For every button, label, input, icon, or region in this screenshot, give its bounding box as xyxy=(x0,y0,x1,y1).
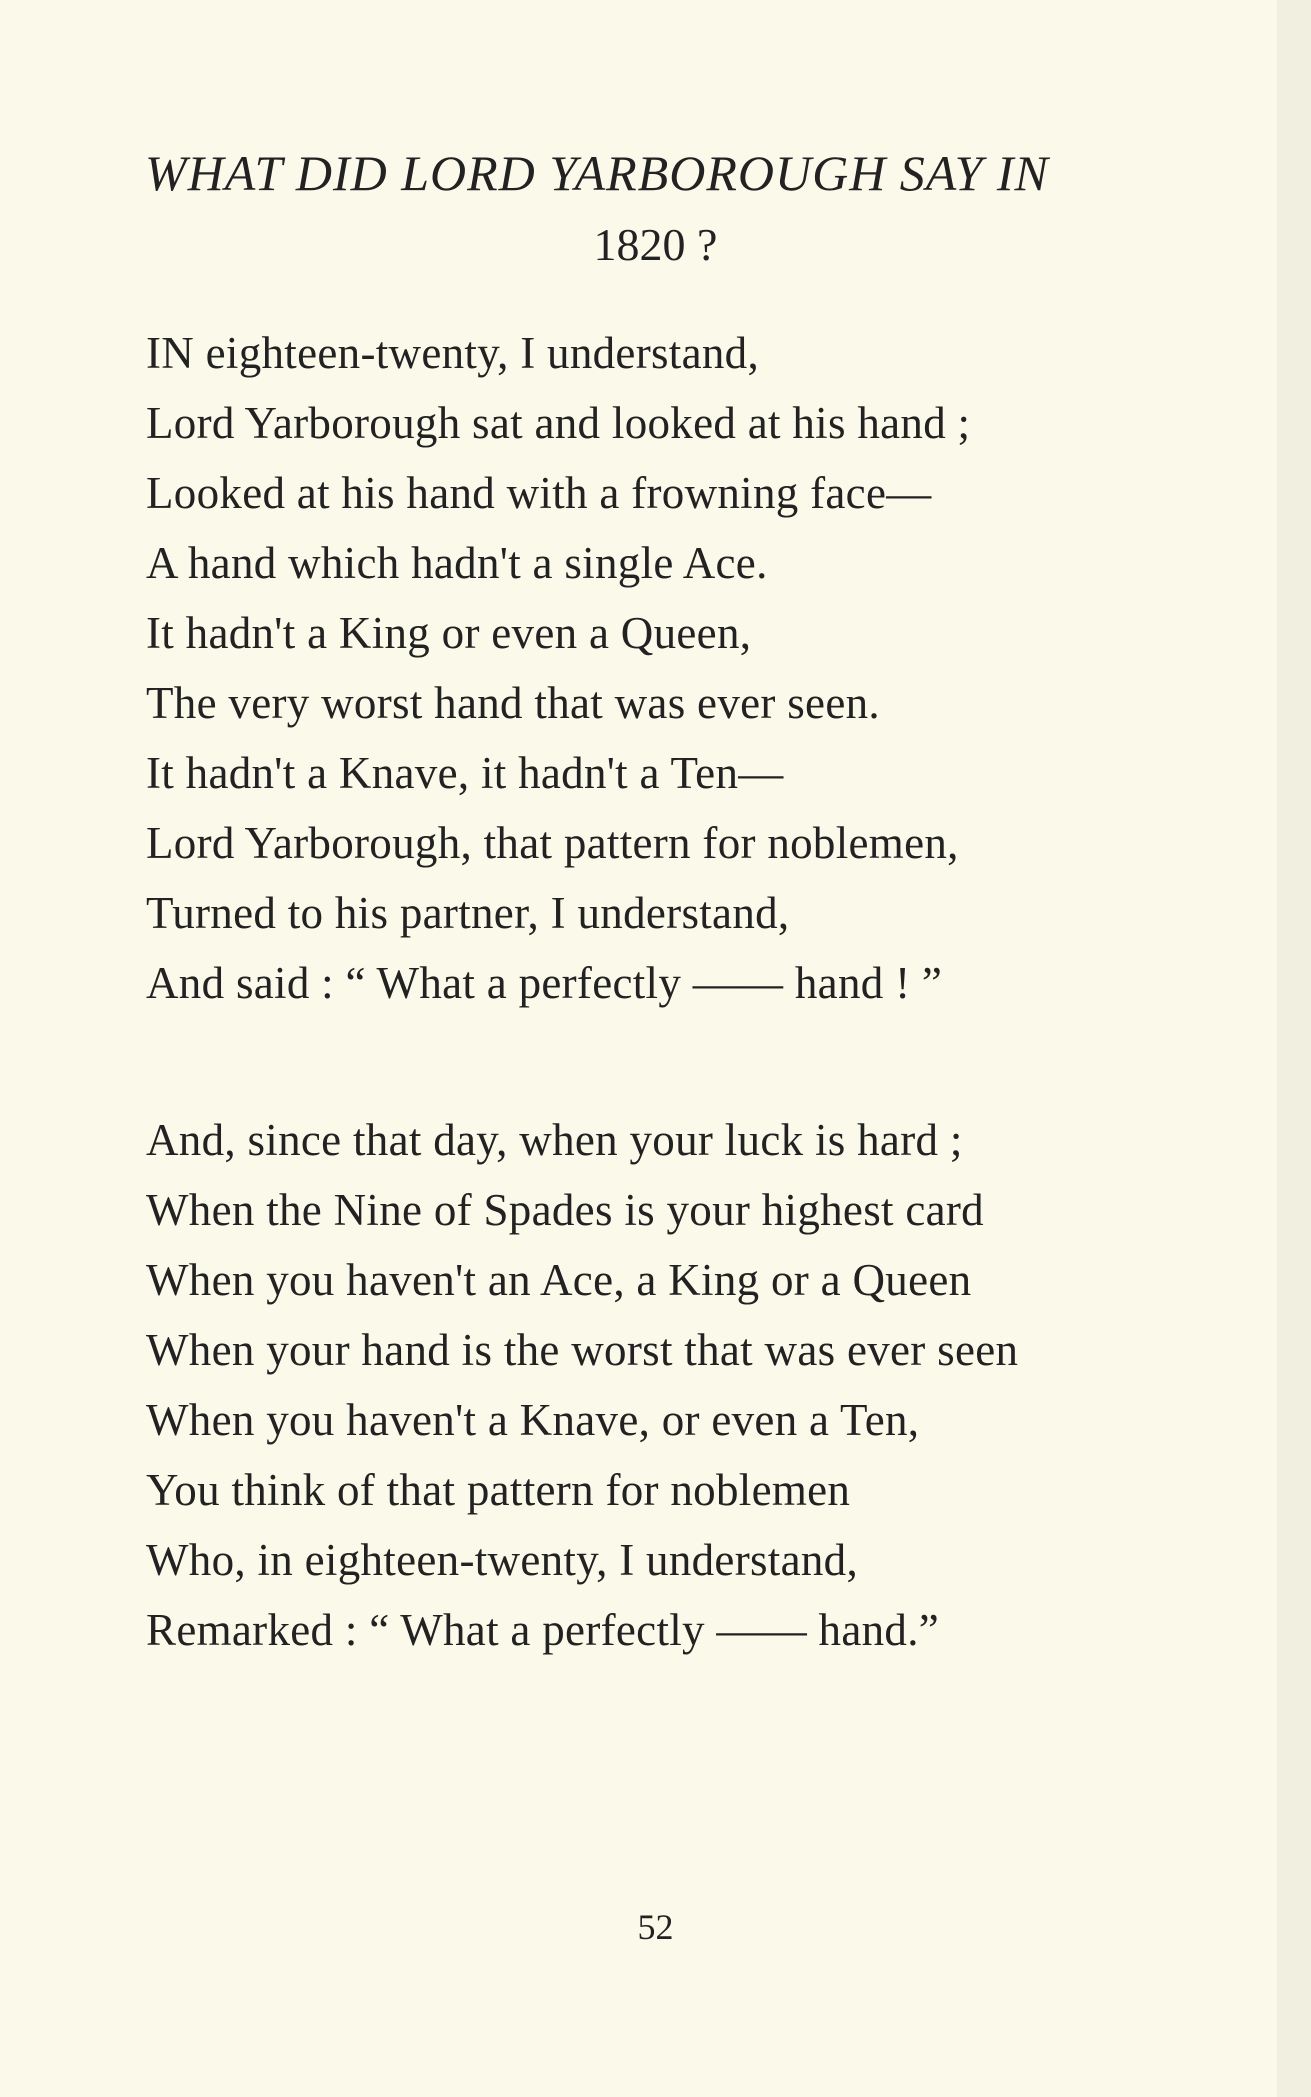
poem-line: Turned to his partner, I understand, xyxy=(146,888,790,938)
poem-line: When your hand is the worst that was ever seen xyxy=(146,1325,1019,1375)
poem-line: The very worst hand that was ever seen. xyxy=(146,678,880,728)
stanza-1 xyxy=(146,318,1246,1018)
poem-line: Looked at his hand with a frowning face— xyxy=(146,468,932,518)
poem-line: It hadn't a Knave, it hadn't a Ten— xyxy=(146,748,784,798)
poem-line: And said : “ What a perfectly —— hand ! ” xyxy=(146,958,943,1008)
poem-line: Who, in eighteen-twenty, I understand, xyxy=(146,1535,859,1585)
poem-line: And, since that day, when your luck is hard ; xyxy=(146,1115,963,1165)
page-edge-shadow xyxy=(1277,0,1311,2097)
stanza-2 xyxy=(146,1105,1246,1665)
poem-line: Lord Yarborough sat and looked at his hand ; xyxy=(146,398,971,448)
poem-line: IN eighteen-twenty, I understand, xyxy=(146,328,760,378)
poem-line: A hand which hadn't a single Ace. xyxy=(146,538,768,588)
poem-line: When you haven't a Knave, or even a Ten, xyxy=(146,1395,920,1445)
poem-line: When the Nine of Spades is your highest card xyxy=(146,1185,984,1235)
poem-title-year: 1820 ? xyxy=(593,219,718,270)
poem-line: You think of that pattern for noblemen xyxy=(146,1465,851,1515)
poem-title: WHAT DID LORD YARBOROUGH SAY IN xyxy=(145,145,1049,201)
poem-line: When you haven't an Ace, a King or a Queen xyxy=(146,1255,972,1305)
poem-line: Remarked : “ What a perfectly —— hand.” xyxy=(146,1605,940,1655)
page-number: 52 xyxy=(637,1907,674,1947)
poem-line: Lord Yarborough, that pattern for noblemen, xyxy=(146,818,959,868)
poem-line: It hadn't a King or even a Queen, xyxy=(146,608,752,658)
